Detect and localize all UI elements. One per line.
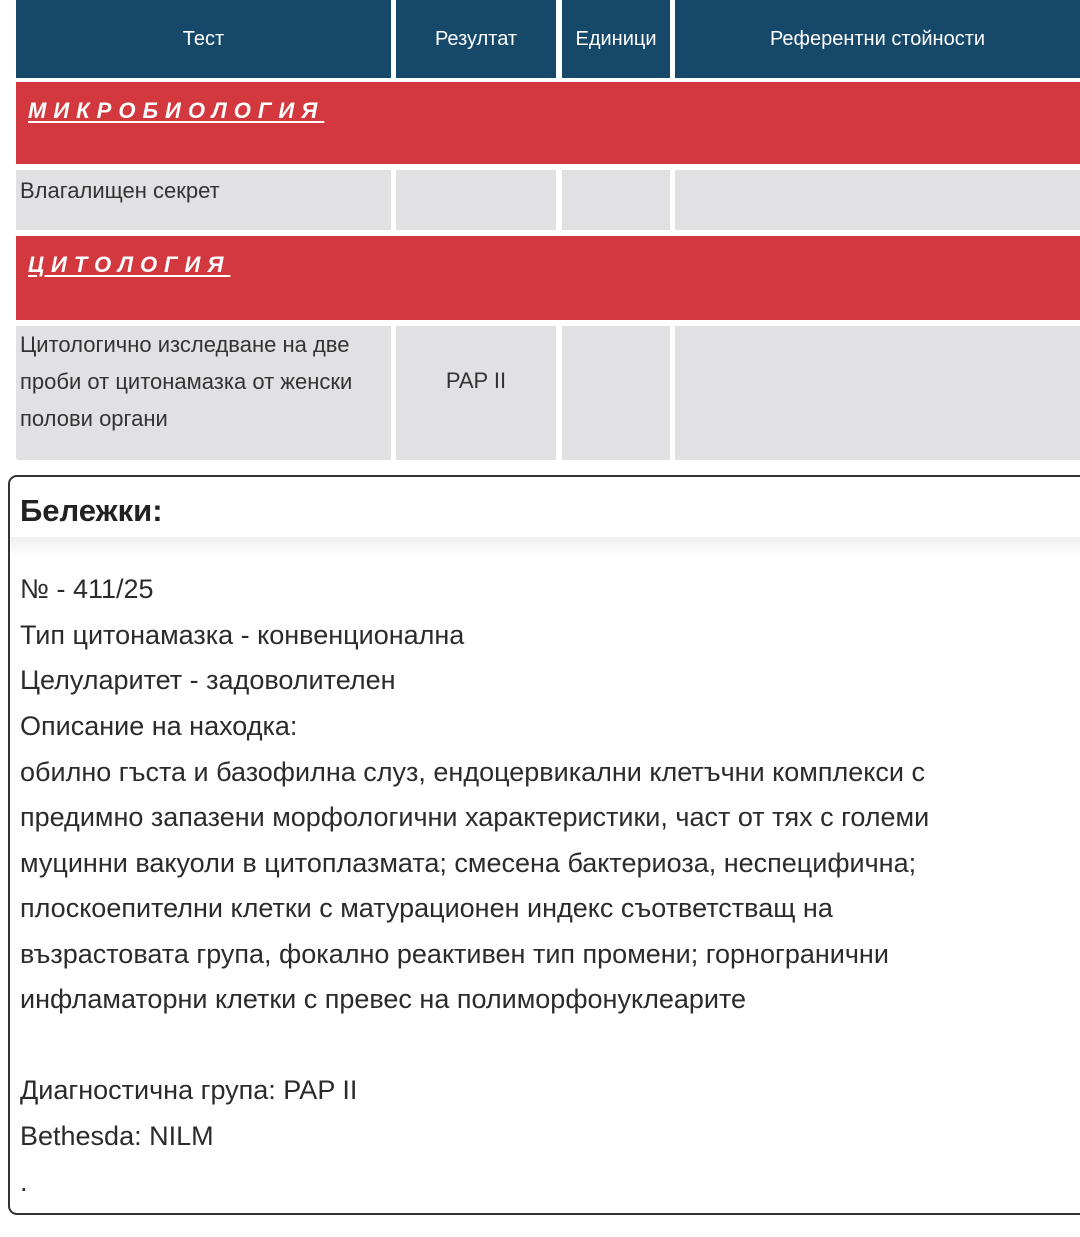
notes-line: муцинни вакуоли в цитоплазмата; смесена бактериоза, неспецифична;	[20, 848, 917, 878]
section-header-microbiology	[16, 82, 1080, 164]
section-title: ЦИТОЛОГИЯ	[28, 252, 231, 277]
notes-line: Bethesda: NILM	[20, 1121, 214, 1151]
test-name-line: проби от цитонамазка от женски	[20, 369, 353, 394]
test-name: Влагалищен секрет	[20, 178, 220, 203]
notes-line: № - 411/25	[20, 574, 154, 604]
table-cell-reference	[675, 170, 1080, 230]
column-header-reference: Референтни стойности	[675, 0, 1080, 78]
notes-line: предимно запазени морфологични характеристики, част от тях с големи	[20, 802, 930, 832]
notes-panel	[8, 475, 1080, 1215]
result-value: PAP II	[445, 368, 507, 393]
notes-line: .	[20, 1167, 28, 1197]
notes-title: Бележки:	[20, 493, 163, 528]
table-cell-units	[562, 170, 670, 230]
notes-line: инфламаторни клетки с превес на полиморфонуклеарите	[20, 984, 747, 1014]
table-cell-result	[396, 170, 556, 230]
notes-line: обилно гъста и базофилна слуз, ендоцервикални клетъчни комплекси с	[20, 757, 925, 787]
section-header-cytology	[16, 236, 1080, 320]
table-cell-result	[396, 326, 556, 460]
table-cell-test	[16, 170, 391, 230]
notes-line: Целуларитет - задоволителен	[20, 665, 396, 695]
results-table	[14, 0, 1080, 462]
notes-line: Тип цитонамазка - конвенционална	[20, 620, 465, 650]
notes-line: Описание на находка:	[20, 711, 298, 741]
notes-line: Диагностична група: PAP II	[20, 1075, 358, 1105]
test-name-line: Цитологично изследване на две	[20, 332, 350, 357]
notes-line: плоскоепителни клетки с матурационен индекс съответстващ на	[20, 893, 833, 923]
notes-divider-shadow	[10, 537, 1080, 559]
table-cell-units	[562, 326, 670, 460]
column-header-test: Тест	[16, 0, 391, 78]
table-header-row	[14, 0, 1080, 78]
table-cell-test	[16, 326, 391, 460]
column-header-units: Единици	[562, 0, 670, 78]
notes-line: възрастовата група, фокално реактивен тип промени; горногранични	[20, 939, 889, 969]
column-header-result: Резултат	[396, 0, 556, 78]
section-title: МИКРОБИОЛОГИЯ	[28, 98, 325, 123]
test-name-line: полови органи	[20, 406, 168, 431]
table-cell-reference	[675, 326, 1080, 460]
